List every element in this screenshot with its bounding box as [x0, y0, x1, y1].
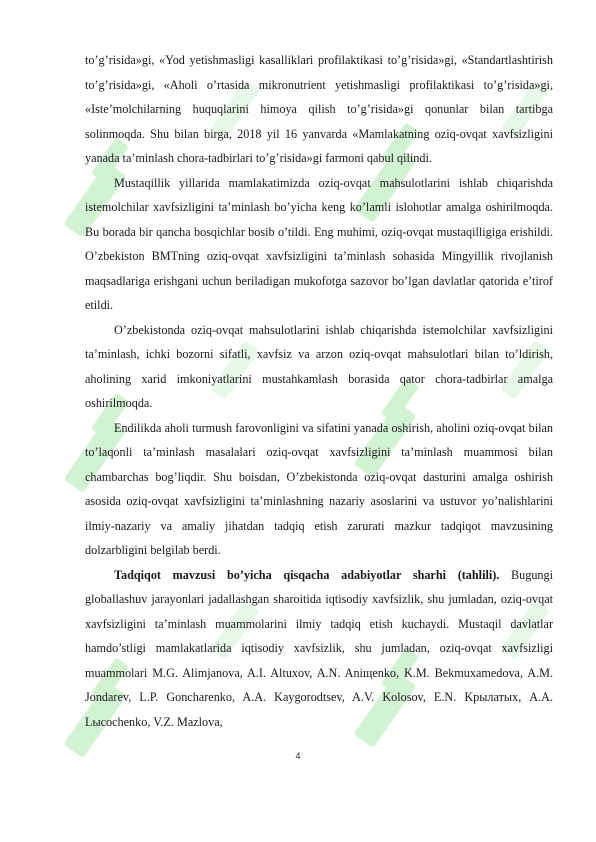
paragraph-3: O’zbekistonda oziq-ovqat mahsulotlarini ishlab chiqarishda istemolchilar xavfsizligini ta’minlash, ichki bozorni sifatli, xavfsiz va arzon oziq-ovqat mahsulotlari bilan to’ldirish, aholining xarid imkoniyatlarini mustahkamlash borasida qator chora-tadbirlar amalga oshirilmoqda.: [85, 322, 553, 410]
paragraph-1: to’g’risida»gi, «Yod yetishmasligi kasalliklari profilaktikasi to’g’risida»gi, «Standartlashtirish to’g’risida»gi, «Aholi o’rtasida mikronutrient yetishmasligi profilaktikasi to’g’risida»gi, «Iste’molchilarning huquqlarini himoya qilish to’g’risida»gi qonunlar bilan tartibga solinmoqda. Shu bilan birga, 2018 yil 16 yanvarda «Mamlakatning oziq-ovqat xavfsizligini yanada ta’minlash chora-tadbirlari to’g’risida»gi farmoni qabul qilindi.: [85, 53, 553, 165]
paragraph-4: Endilikda aholi turmush farovonligini va sifatini yanada oshirish, aholini oziq-ovqat bilan to’laqonli ta’minlash masalalari oziq-ovqat xavfsizligini ta’minlash muammosi bilan chambarchas bog’liqdir. Shu boisdan, O’zbekistonda oziq-ovqat dasturini amalga oshirish asosida oziq-ovqat xavfsizligini ta’minlashning nazariy asoslarini va ustuvor yo’nalishlarini ilmiy-nazariy va amaliy jihatdan tadqiq etish zarurati mazkur tadqiqot mavzusining dolzarbligini belgilab berdi.: [85, 420, 553, 557]
section-heading: Tadqiqot mavzusi bo’yicha qisqacha adabiyotlar sharhi (tahlili).: [114, 567, 500, 582]
paragraph-2: Mustaqillik yillarida mamlakatimizda oziq-ovqat mahsulotlarini ishlab chiqarishda istemolchilar xavfsizligini ta’minlash bo’yicha keng ko’lamli islohotlar amalga oshirilmoqda. Bu borada bir qancha bosqichlar bosib o’tildi. Eng muhimi, oziq-ovqat mustaqilligiga erishildi. O’zbekiston BMTning oziq-ovqat xavfsizligini ta’minlash sohasida Mingyillik rivojlanish maqsadlariga erishgani uchun beriladigan mukofotga sazovor bo’lgan davlatlar qatorida e’tirof etildi.: [85, 175, 553, 312]
paragraph-5: [85, 563, 553, 735]
paragraph-5-text: Bugungi globallashuv jarayonlari jadallashgan sharoitida iqtisodiy xavfsizlik, shu jumladan, oziq-ovqat xavfsizligini ta’minlash muammolarini ilmiy tadqiq etish kuchaydi. Mustaqil davlatlar hamdo’stligi mamlakatlarida iqtisodiy xavfsizlik, shu jumladan, oziq-ovqat xavfsizligi muammolari M.G. Alimjanova, A.I. Altuxov, A.N. Aniщenko, K.M. Bekmuxamedova, A.M. Jondarev, L.P. Goncharenko, A.A. Kaygorodtsev, A.V. Kolosov, E.N. Kрылатых, A.A. Lысochenko, V.Z. Mazlova,: [85, 567, 553, 729]
page-number: 4: [295, 751, 301, 761]
document-body: [85, 48, 553, 734]
